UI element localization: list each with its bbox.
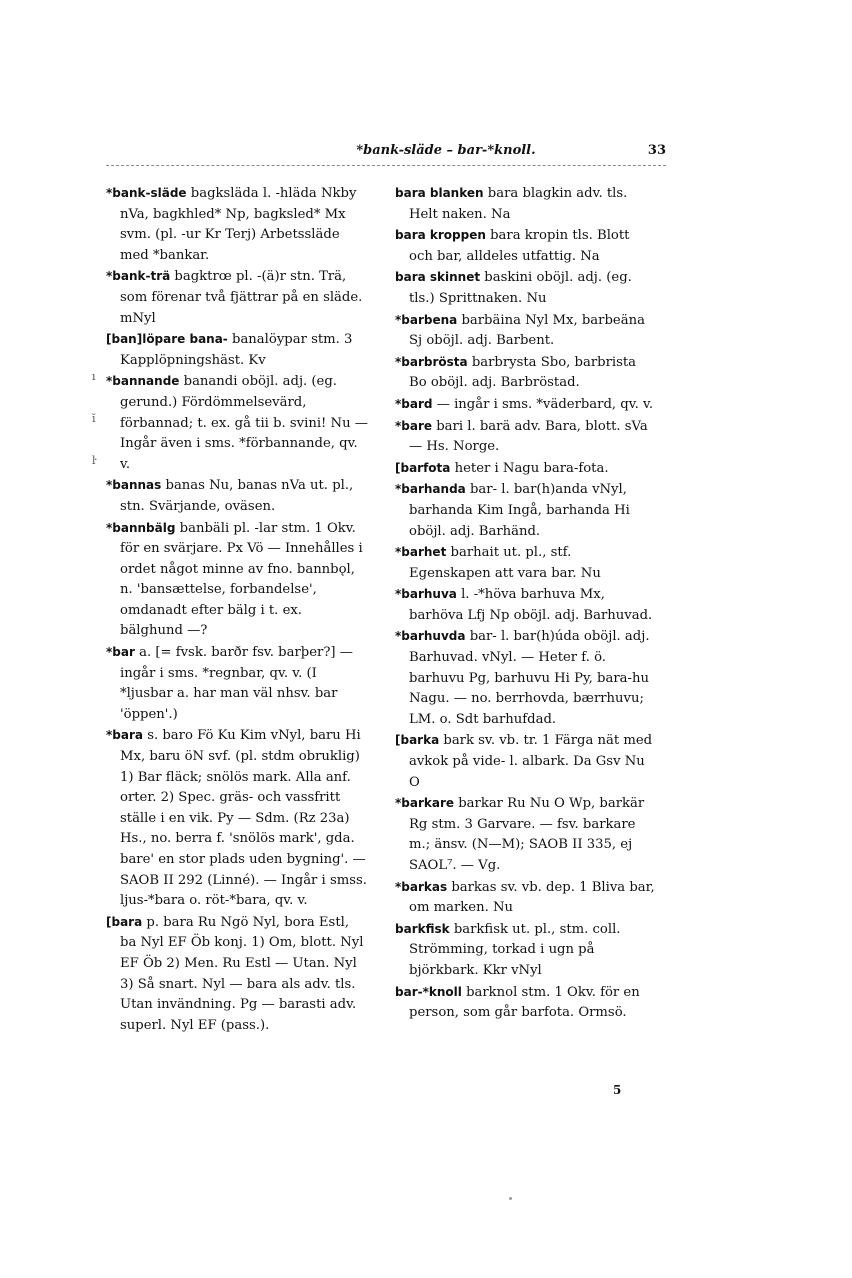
dictionary-entry (106, 725, 368, 911)
entry-definition: barkar Ru Nu O Wp, barkär Rg stm. 3 Garvare. — fsv. barkare m.; änsv. (N—M); SAOB II 335, ej SAOL⁷. — Vg. (409, 796, 645, 873)
dictionary-entry (395, 394, 657, 416)
dictionary-entry (395, 479, 657, 542)
dictionary-entry (395, 982, 657, 1024)
dictionary-entry (395, 352, 657, 394)
dictionary-entry (106, 912, 368, 1037)
header-rule (106, 165, 666, 166)
entry-headword: [bara (106, 914, 143, 929)
margin-mark: ı (92, 370, 96, 383)
entry-headword: barkfisk (395, 921, 450, 936)
margin-mark: ŀ (92, 454, 96, 467)
entry-definition: banbäli pl. -lar stm. 1 Okv. för en svärjare. Px Vö — Innehålles i ordet något minne av fno. bannbǫl, n. 'bansættelse, forbandelse', omdanadt efter bälg i t. ex. bälghund —? (120, 520, 363, 639)
entry-definition: bara blagkin adv. tls. Helt naken. Na (409, 186, 628, 222)
entry-headword: *bara (106, 728, 143, 743)
dictionary-entry (106, 518, 368, 643)
entry-definition: bara kropin tls. Blott och bar, alldeles utfattig. Na (409, 228, 630, 264)
dictionary-entry (395, 416, 657, 458)
entry-headword: [barfota (395, 460, 451, 475)
entry-definition: bari l. barä adv. Bara, blott. sVa — Hs. Norge. (409, 418, 648, 455)
entry-definition: barbäina Nyl Mx, barbeäna Sj oböjl. adj. Barbent. (409, 312, 645, 349)
entry-headword: *bare (395, 418, 433, 433)
dictionary-entry (106, 183, 368, 266)
entry-definition: — ingår i sms. *väderbard, qv. v. (436, 396, 654, 412)
entry-headword: [barka (395, 733, 440, 748)
entry-headword: *bar (106, 645, 135, 660)
entry-headword: *bannas (106, 478, 162, 493)
left-column (106, 183, 368, 1036)
dictionary-entry (106, 642, 368, 725)
signature-mark: 5 (613, 1083, 622, 1097)
entry-definition: bagksläda l. -hläda Nkby nVa, bagkhled* Np, bagksled* Mx svm. (pl. -ur Kr Terj) Arbetssläde med *bankar. (120, 186, 357, 263)
entry-headword: *barhuva (395, 587, 457, 602)
dictionary-entry (395, 310, 657, 352)
speck (509, 1197, 512, 1200)
dictionary-entry (395, 919, 657, 982)
entry-definition: barkfisk ut. pl., stm. coll. Strömming, torkad i ugn på björkbark. Kkr vNyl (409, 921, 621, 978)
dictionary-entry (395, 542, 657, 584)
entry-headword: *barhet (395, 545, 447, 560)
dictionary-entry (106, 329, 368, 371)
dictionary-entry (106, 266, 368, 329)
entry-definition: bar- l. bar(h)anda vNyl, barhanda Kim Ingå, barhanda Hi oböjl. adj. Barhänd. (409, 482, 630, 539)
entry-definition: bark sv. vb. tr. 1 Färga nät med avkok på vide- l. albark. Da Gsv Nu O (409, 733, 653, 790)
entry-definition: s. baro Fö Ku Kim vNyl, baru Hi Mx, baru öN svf. (pl. stdm obruklig) 1) Bar fläck; snölös mark. Alla anf. orter. 2) Spec. gräs- och vassfritt ställe i en vik. Py — Sdm. (Rz 23a) Hs., no. berra f. 'snölös mark', gda. bare' en stor plads uden bygning'. — SAOB II 292 (Linné). — Ingår i smss. ljus-*bara o. röt-*bara, qv. v. (120, 728, 367, 909)
entry-headword: *barbena (395, 312, 458, 327)
dictionary-entry (106, 371, 368, 475)
entry-definition: banas Nu, banas nVa ut. pl., stn. Svärjande, oväsen. (120, 478, 354, 514)
entry-definition: bagktrœ pl. -(ä)r stn. Trä, som förenar två fjättrar på en släde. mNyl (120, 269, 363, 326)
entry-headword: *barhanda (395, 482, 466, 497)
dictionary-entry (395, 267, 657, 309)
entry-definition: l. -*höva barhuva Mx, barhöva Lfj Np oböjl. adj. Barhuvad. (409, 587, 653, 623)
entry-definition: p. bara Ru Ngö Nyl, bora Estl, ba Nyl EF Öb konj. 1) Om, blott. Nyl EF Öb 2) Men. Ru Estl — Utan. Nyl 3) Så snart. Nyl — bara als adv. tls. Utan invändning. Pg — barasti adv. superl. Nyl EF (pass.). (120, 914, 364, 1033)
page-number: 33 (647, 143, 666, 158)
entry-definition: barkas sv. vb. dep. 1 Bliva bar, om marken. Nu (409, 879, 655, 916)
margin-mark: ĭ (92, 412, 96, 425)
entry-headword: *barkare (395, 796, 455, 811)
entry-definition: baskini oböjl. adj. (eg. tls.) Sprittnaken. Nu (409, 270, 632, 306)
dictionary-entry (395, 793, 657, 876)
dictionary-entry (395, 877, 657, 919)
entry-headword: bara blanken (395, 186, 484, 200)
dictionary-entry (106, 475, 368, 517)
entry-definition: barknol stm. 1 Okv. för en person, som går barfota. Ormsö. (409, 984, 640, 1021)
entry-definition: heter i Nagu bara-fota. (454, 460, 609, 476)
right-column (395, 183, 657, 1024)
entry-headword: *barbrösta (395, 354, 468, 369)
entry-headword: bara skinnet (395, 270, 481, 285)
entry-headword: [ban]löpare bana- (106, 332, 228, 347)
entry-definition: barbrysta Sbo, barbrista Bo oböjl. adj. Barbröstad. (409, 354, 637, 391)
entry-definition: barhait ut. pl., stf. Egenskapen att vara bar. Nu (409, 545, 601, 581)
entry-definition: banalöypar stm. 3 Kapplöpningshäst. Kv (120, 332, 353, 368)
entry-headword: *barhuvda (395, 629, 466, 644)
running-title: *bank-släde – bar-*knoll. (356, 143, 536, 158)
entry-headword: *bannbälg (106, 520, 176, 535)
entry-headword: bar-*knoll (395, 984, 462, 999)
dictionary-entry (395, 458, 657, 480)
entry-headword: bara kroppen (395, 228, 486, 243)
dictionary-entry (395, 183, 657, 225)
page-header (106, 143, 666, 163)
entry-headword: *barkas (395, 879, 448, 894)
entry-headword: *bard (395, 396, 433, 411)
dictionary-entry (395, 730, 657, 793)
entry-definition: a. [= fvsk. barðr fsv. barþer?] — ingår i sms. *regnbar, qv. v. (I *ljusbar a. har man väl nhsv. bar 'öppen'.) (120, 645, 353, 722)
dictionary-entry (395, 225, 657, 267)
margin-marks (92, 370, 102, 490)
entry-definition: banandi oböjl. adj. (eg. gerund.) Fördömmelsevärd, förbannad; t. ex. gå tii b. svini! Nu — Ingår även i sms. *förbannande, qv. v. (120, 374, 368, 472)
entry-headword: *bank-trä (106, 269, 171, 284)
dictionary-entry (395, 626, 657, 730)
dictionary-entry (395, 584, 657, 626)
entry-headword: *bannande (106, 374, 180, 389)
entry-headword: *bank-släde (106, 186, 187, 200)
entry-definition: bar- l. bar(h)úda oböjl. adj. Barhuvad. vNyl. — Heter f. ö. barhuvu Pg, barhuvu Hi Py, bara-hu Nagu. — no. berrhovda, bærrhuvu; LM. o. Sdt barhufdad. (409, 629, 650, 727)
